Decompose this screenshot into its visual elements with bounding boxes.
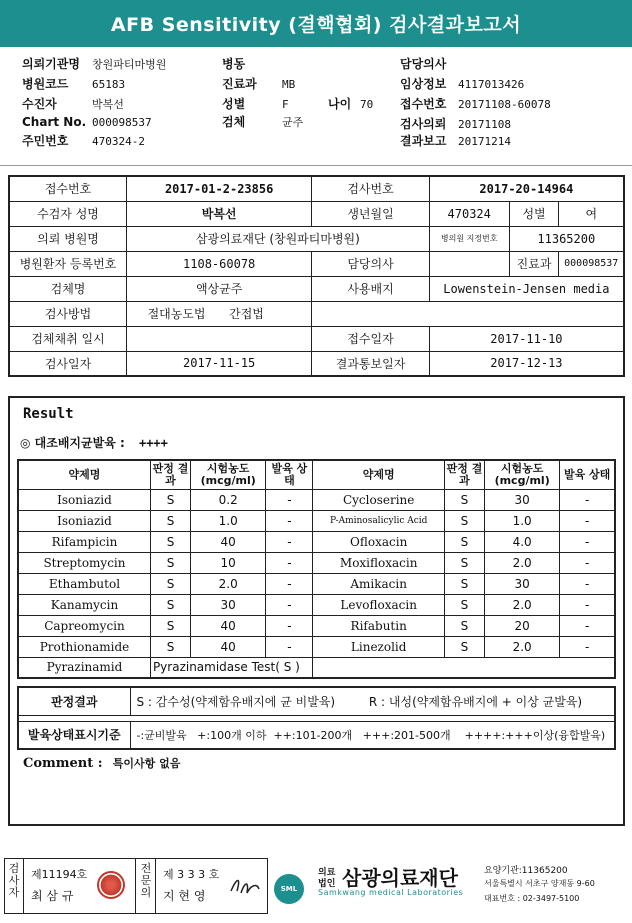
drug-drug-cell: Capreomycin: [18, 615, 150, 636]
legend-table: [17, 686, 616, 750]
cell-label: 진료과: [509, 251, 559, 276]
column-header: 판정 결과: [444, 460, 484, 489]
drug-growth-cell: -: [560, 573, 615, 594]
divider: [0, 165, 632, 166]
drug-growth-cell: -: [560, 594, 615, 615]
examiner-label: 검사자: [8, 862, 20, 899]
drug-growth-cell: -: [560, 489, 615, 510]
method-absolute: 절대농도법: [127, 301, 227, 326]
examiner-seal: [97, 871, 125, 899]
examiner-number: 제11194호: [31, 868, 88, 881]
header-field: 결과보고 20171214: [400, 134, 511, 148]
drug-drug-cell: Rifabutin: [313, 615, 444, 636]
signature-box: [4, 858, 268, 914]
cell-label: 접수번호: [9, 176, 127, 201]
reception-table: [8, 175, 625, 377]
drug-growth-cell: -: [266, 573, 313, 594]
cell-label: 검체채취 일시: [9, 326, 127, 351]
specimen-name: 액상균주: [127, 276, 312, 301]
cell-label: 사용배지: [312, 276, 430, 301]
drug-judge-cell: S: [444, 510, 484, 531]
cell-label: 결과통보일자: [312, 351, 430, 376]
drug-conc-cell: 20: [485, 615, 560, 636]
drug-judge-cell: S: [150, 489, 190, 510]
drug-drug-cell: Kanamycin: [18, 594, 150, 615]
drug-judge-cell: S: [150, 594, 190, 615]
receipt-number: 2017-01-2-23856: [127, 176, 312, 201]
column-header: 시험농도 (mcg/ml): [191, 460, 266, 489]
header-field: 병원코드 65183: [22, 77, 126, 91]
drug-drug-cell: Ofloxacin: [313, 531, 444, 552]
drug-drug-cell: Isoniazid: [18, 489, 150, 510]
drug-drug-cell: Amikacin: [313, 573, 444, 594]
drug-drug-cell: Levofloxacin: [313, 594, 444, 615]
judge-r-text: R : 내성(약제함유배지에 + 이상 균발육): [368, 694, 583, 709]
org-english: Samkwang medical Laboratories: [318, 888, 464, 897]
examiner-name: 최 삼 규: [31, 889, 74, 903]
drug-conc-cell: 40: [191, 615, 266, 636]
drug-conc-cell: 10: [191, 552, 266, 573]
drug-growth-cell: -: [560, 615, 615, 636]
column-header: 발육 상태: [560, 460, 615, 489]
hospital-code: 11365200: [509, 226, 624, 251]
collect-value: [127, 326, 312, 351]
cell-label: 검사일자: [9, 351, 127, 376]
header-field: 병동: [222, 57, 246, 71]
cell-label: 의뢰 병원명: [9, 226, 127, 251]
drug-growth-cell: -: [266, 489, 313, 510]
cell-label: 검사방법: [9, 301, 127, 326]
sex-value: 여: [559, 201, 624, 226]
hospital-name: 삼광의료재단 (창원파티마병원): [127, 226, 430, 251]
cell-label: 접수일자: [312, 326, 430, 351]
cell-label: 담당의사: [312, 251, 430, 276]
table-row: [18, 489, 615, 510]
drug-judge-cell: S: [444, 636, 484, 657]
result-section: [8, 396, 625, 826]
birth-date: 470324: [429, 201, 509, 226]
header-field: 임상정보 4117013426: [400, 77, 525, 91]
drug-judge-cell: S: [444, 552, 484, 573]
judge-criteria: [130, 687, 615, 715]
org-phone: 대표번호 : 02-3497-5100: [484, 894, 580, 903]
judge-s-text: S : 감수성(약제함유배지에 균 비발육): [136, 694, 336, 709]
drug-conc-cell: 0.2: [191, 489, 266, 510]
specialist-name: 지 현 영: [163, 889, 206, 903]
drug-conc-cell: 30: [485, 489, 560, 510]
header-field: 성별 F: [222, 97, 289, 111]
drug-drug-cell: Ethambutol: [18, 573, 150, 594]
control-growth-label: ◎ 대조배지균발육 :: [20, 436, 125, 450]
test-date: 2017-11-15: [127, 351, 312, 376]
specialist-number: 제 3 3 3 호: [163, 868, 220, 881]
cell-label: 성별: [509, 201, 559, 226]
drug-judge-cell: S: [150, 510, 190, 531]
growth-standard-label: 발육상태표시기준: [18, 721, 130, 749]
doctor-value: [429, 251, 509, 276]
header-info: [0, 52, 632, 162]
drug-conc-cell: 40: [191, 636, 266, 657]
table-row: [18, 615, 615, 636]
cell-label: 검사번호: [312, 176, 430, 201]
drug-conc-cell: 40: [191, 531, 266, 552]
method-indirect: 간접법: [226, 301, 312, 326]
header-field: Chart No. 000098537: [22, 115, 152, 129]
judge-label: 판정결과: [18, 687, 130, 715]
header-field: 나이 70: [328, 97, 374, 111]
drug-drug-cell: Isoniazid: [18, 510, 150, 531]
report-title: AFB Sensitivity (결핵협회) 검사결과보고서: [0, 0, 632, 47]
cell-label: 병의원 지정번호: [429, 226, 509, 251]
column-header: 약제명: [313, 460, 444, 489]
drug-conc-cell: 4.0: [485, 531, 560, 552]
drug-judge-cell: S: [444, 594, 484, 615]
growth-standard-text: -:균비발육 +:100개 이하 ++:101-200개 +++:201-500개 ++++:+++이상(융합발육): [130, 721, 615, 749]
cell-label: 검체명: [9, 276, 127, 301]
org-prefix: 의료 법인: [318, 868, 336, 889]
drug-judge-cell: S: [150, 531, 190, 552]
empty-cell: [313, 657, 615, 678]
footer: [0, 858, 632, 923]
column-header: 약제명: [18, 460, 150, 489]
medium-value: Lowenstein-Jensen media: [429, 276, 624, 301]
header-field: 검체 균주: [222, 115, 304, 129]
header-field: 담당의사: [400, 57, 447, 71]
org-address: 서울특별시 서초구 양재동 9-60: [484, 879, 595, 888]
report-date: 2017-12-13: [429, 351, 624, 376]
table-row: [18, 573, 615, 594]
drug-growth-cell: -: [266, 531, 313, 552]
header-field: 검사의뢰 20171108: [400, 117, 511, 131]
comment: [23, 755, 180, 771]
receipt-date: 2017-11-10: [429, 326, 624, 351]
table-row: [18, 531, 615, 552]
drug-growth-cell: -: [266, 594, 313, 615]
column-header: 발육 상태: [266, 460, 313, 489]
drug-growth-cell: -: [560, 552, 615, 573]
drug-judge-cell: S: [444, 489, 484, 510]
table-row: [18, 636, 615, 657]
drug-conc-cell: 2.0: [485, 636, 560, 657]
drug-judge-cell: S: [150, 636, 190, 657]
table-row: [18, 510, 615, 531]
drug-judge-cell: S: [150, 573, 190, 594]
cell-label: 병원환자 등록번호: [9, 251, 127, 276]
drug-growth-cell: -: [266, 510, 313, 531]
table-row: [18, 552, 615, 573]
drug-conc-cell: 2.0: [485, 594, 560, 615]
care-number: 요양기관:11365200: [484, 866, 568, 876]
drug-conc-cell: 2.0: [485, 552, 560, 573]
drug-drug-cell: Cycloserine: [313, 489, 444, 510]
control-growth-value: ++++: [138, 436, 168, 450]
empty-cell: [312, 301, 624, 326]
drug-growth-cell: -: [266, 636, 313, 657]
pza-result: Pyrazinamidase Test( S ): [150, 657, 313, 678]
drug-growth-cell: -: [560, 510, 615, 531]
cell-label: 생년월일: [312, 201, 430, 226]
drug-conc-cell: 30: [191, 594, 266, 615]
column-header: 판정 결과: [150, 460, 190, 489]
drug-growth-cell: -: [560, 636, 615, 657]
drug-drug-cell: P-Aminosalicylic Acid: [313, 510, 444, 531]
org-name: 삼광의료재단: [342, 866, 458, 890]
test-number: 2017-20-14964: [429, 176, 624, 201]
drug-conc-cell: 2.0: [191, 573, 266, 594]
specialist-label: 전문의: [140, 862, 152, 899]
cell-label: 수검자 성명: [9, 201, 127, 226]
drug-drug-cell: Linezolid: [313, 636, 444, 657]
drug-drug-cell: Rifampicin: [18, 531, 150, 552]
header-field: 진료과 MB: [222, 77, 296, 91]
drug-sensitivity-table: [17, 459, 616, 679]
patient-name: 박복선: [127, 201, 312, 226]
drug-judge-cell: S: [150, 615, 190, 636]
drug-conc-cell: 30: [485, 573, 560, 594]
signature-icon: [227, 873, 263, 899]
drug-growth-cell: -: [266, 615, 313, 636]
column-header: 시험농도 (mcg/ml): [485, 460, 560, 489]
header-field: 수진자 박복선: [22, 97, 124, 111]
table-row: [18, 594, 615, 615]
result-heading: Result: [23, 406, 74, 422]
header-field: 의뢰기관명 창원파티마병원: [22, 57, 167, 71]
comment-label: Comment :: [23, 756, 103, 771]
registration-number: 1108-60078: [127, 251, 312, 276]
drug-conc-cell: 1.0: [485, 510, 560, 531]
header-field: 주민번호 470324-2: [22, 134, 145, 148]
drug-drug-cell: Moxifloxacin: [313, 552, 444, 573]
drug-judge-cell: S: [444, 573, 484, 594]
sml-logo-icon: SML: [274, 874, 304, 904]
drug-drug-cell: Streptomycin: [18, 552, 150, 573]
drug-judge-cell: S: [444, 615, 484, 636]
drug-conc-cell: 1.0: [191, 510, 266, 531]
header-field: 접수번호 20171108-60078: [400, 97, 551, 111]
drug-growth-cell: -: [560, 531, 615, 552]
dept-value: 000098537: [559, 251, 624, 276]
drug-drug-cell: Prothionamide: [18, 636, 150, 657]
control-growth: [20, 434, 168, 451]
comment-text: 특이사항 없음: [112, 757, 181, 770]
drug-judge-cell: S: [150, 552, 190, 573]
pza-drug: Pyrazinamid: [18, 657, 150, 678]
drug-judge-cell: S: [444, 531, 484, 552]
drug-growth-cell: -: [266, 552, 313, 573]
